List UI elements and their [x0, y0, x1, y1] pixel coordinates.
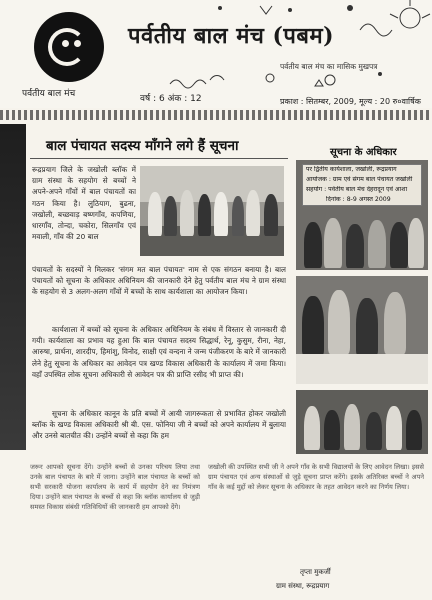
children-photo — [140, 166, 284, 256]
newspaper-subtitle: पर्वतीय बाल मंच का मासिक मुखपत्र — [280, 62, 378, 71]
banner-line-2: आयोजक : ग्राम एवं संगम बाल पंचायत जखोली — [306, 176, 413, 183]
left-edge-strip — [0, 124, 26, 450]
lower-right-column: जखोली की उपस्थित सभी जी ने अपने गाँव के सभी विद्यालयों के लिए आवेदन लिखा। इससे ग्राम पंचायत एवं अन्य संस्थाओं से जुड़े सूचना प्राप्त करेंगे। इसके अतिरिक्त बच्चों ने अपने गाँव के कई मुद्दों को लेकर सूचना के अधिकार के तहत आवेदन करने का निर्णय लिया। — [208, 463, 424, 491]
byline-name: तृप्ता मुकर्जी — [300, 568, 331, 576]
children-writing-photo — [296, 276, 428, 384]
decorative-doodles — [110, 0, 432, 100]
logo — [34, 12, 104, 82]
dateline: प्रकाश : सितम्बर, 2009, मूल्य : 20 रु०वार्षिक — [280, 97, 421, 106]
masthead — [0, 0, 432, 108]
newspaper-title: पर्वतीय बाल मंच (पबम) — [128, 23, 335, 49]
issue-number: वर्ष : 6 अंक : 12 — [140, 94, 202, 104]
logo-caption: पर्वतीय बाल मंच — [22, 89, 76, 99]
headline-underline — [30, 158, 288, 159]
article-paragraph-2: कार्यशाला में बच्चों को सूचना के अधिकार अधिनियम के संबंध में विस्तार से जानकारी दी गयी। कार्यशाला का प्रभाव यह हुआ कि बाल पंचायत सदस्य सिद्धार्थ, रेनू, कुसुम, रीना, नेहा, आरुषा, प्रार्थना, शारदीप, हिमांशु, विनोद, साक्षी एवं वन्दना ने जन्म पंजीकरण के बारे में जानकारी लेने हेतु सूचना के अधिकार का आवेदन पत्र खण्ड विकास अधिकारी के कार्यालय में जमा किया। वहाँ उपस्थित लोक सूचना अधिकारी से आवेदन पत्र की प्राप्ति रसीद भी प्राप्त की। — [32, 325, 286, 379]
banner-date: दिनांक : 8-9 अगस्त 2009 — [326, 196, 391, 203]
article-headline: बाल पंचायत सदस्य माँगने लगे हैं सूचना — [46, 138, 239, 154]
banner-line-3: सहयोग : पर्वतीय बाल मंच देहरादून एवं आशा — [306, 186, 408, 193]
article-intro: रूद्रप्रयाग जिले के जखोली ब्लॉक में ग्राम संस्था के सहयोग से बच्चों ने अपने-अपने गाँवों में बाल पंचायतों का गठन किया है। लुठियाग, बुढना, जखोली, बच्छवाड़ बष्णगाँव, कपणिया, धारगाँव, तोन्दा, चकोरा, सिलगाँव एवं मवाली, गाँव की 20 बाल — [32, 165, 136, 242]
article-paragraph-1: पंचायतों के सदस्यों ने मिलकर 'संगम मत बाल पंचायत' नाम से एक संगठन बनाया है। बाल पंचायतों को सूचना के अधिकार अधिनियम की जानकारी देने हेतु पर्वतीय बाल मंच ने ग्राम संस्था के सहयोग से 3 अलग-अलग गाँवों में बच्चों के साथ कार्यशाला का आयोजन किया। — [32, 265, 286, 297]
article-paragraph-3: सूचना के अधिकार कानून के प्रति बच्चों में आयी जागरूकता से प्रभावित होकर जखोली ब्लॉक के खण्ड विकास अधिकारी श्री बी. एस. फोनिया जी ने बच्चों को अपने कार्यालय में बुलाया और उनसे बातचीत की। उन्होंने बच्चों से कहा कि हम — [32, 409, 286, 441]
banner-line-1: पर द्वितीय कार्यशाला, जखोली, रूद्रप्रयाग — [306, 166, 397, 173]
sidebar-title: सूचना के अधिकार — [330, 147, 397, 158]
byline-organization: ग्राम संस्था, रूद्रप्रयाग — [276, 582, 330, 590]
masthead-divider — [0, 110, 432, 120]
group-discussion-photo — [296, 390, 428, 454]
lower-left-column: जरूर आपको सूचना देंगे। उन्होंने बच्चों से उनका परिचय लिया तथा उनके बाल पंचायत के बारे में जाना। उन्होंने बाल पंचायत के बच्चों को सभी सरकारी योजना कार्यालय के कार्य में सहयोग देने का निमंत्रण दिया। उन्होंने बाल पंचायत के बच्चों से कहा कि ब्लॉक कार्यालय से जुड़ी समस्त विकास संबंधी गतिविधियों की जानकारी हम आपको देंगे। — [30, 463, 200, 511]
